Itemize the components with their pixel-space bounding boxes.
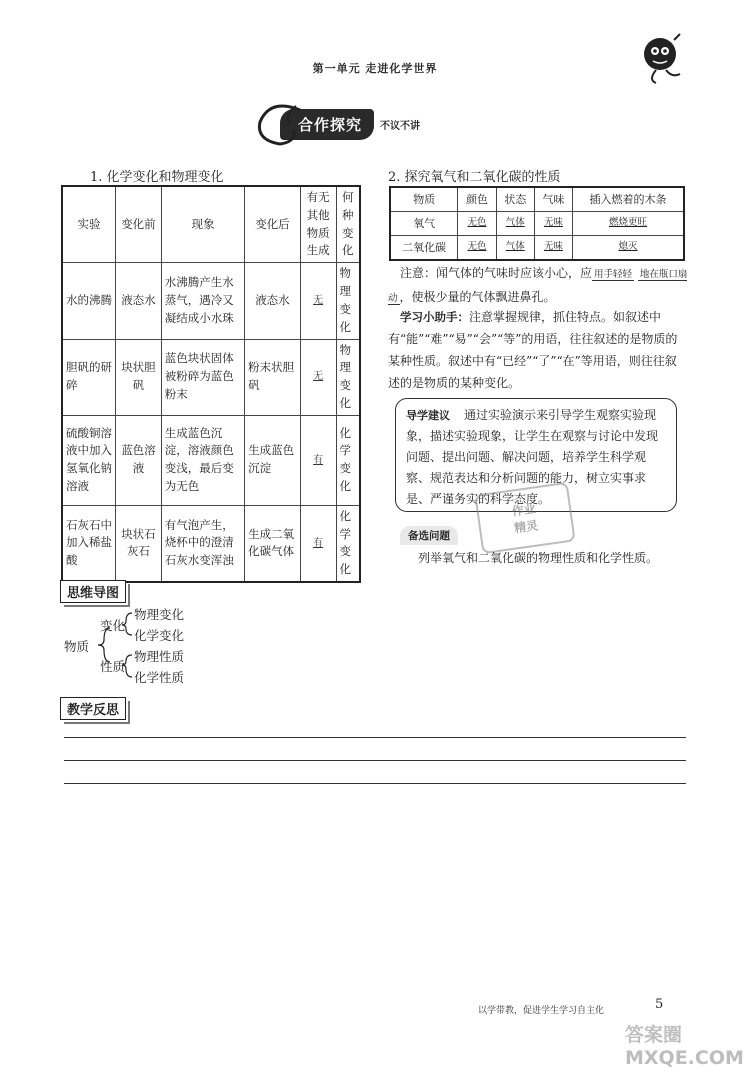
reflection-title: 教学反思 — [60, 697, 126, 720]
mascot-icon — [636, 28, 688, 88]
cell-new-substance — [300, 505, 336, 582]
answer-text: 熄灭 — [618, 241, 638, 253]
note-text: 注意：闻气体的气味时应该小心，应 — [400, 266, 593, 280]
cell-state — [496, 236, 534, 261]
stamp-line: 精灵 — [513, 518, 540, 536]
col-header: 物质 — [390, 187, 458, 212]
cell-after: 液态水 — [245, 263, 301, 339]
unit-header: 第一单元 走进化学世界 — [312, 62, 438, 75]
extra-question: 列举氧气和二氧化碳的物理性质和化学性质。 — [418, 551, 659, 565]
col-header: 实验 — [62, 186, 116, 263]
answer-text: 无色 — [467, 241, 487, 253]
mindmap-leaf: 物理变化 — [134, 607, 185, 622]
helper-text: 注意掌握规律，抓住特点。如叙述中有“能”“难”“易”“会”“等”的用语，往往叙述的是物质的某种性质。叙述中有“已经”“了”“在”等用语，则往往叙述的是物质的某种变化。 — [388, 310, 678, 390]
cell-smell — [534, 236, 572, 261]
table-row — [390, 236, 684, 261]
cell-phenomenon: 生成蓝色沉淀，溶液颜色变浅，最后变为无色 — [161, 415, 244, 505]
page-number: 5 — [655, 997, 664, 1012]
table-header-row — [62, 186, 360, 263]
mindmap-branch: 性质 — [100, 659, 126, 674]
cell-smell — [534, 212, 572, 236]
cell-kind: 物理变化 — [336, 339, 360, 415]
table-header-row — [390, 187, 684, 212]
fill-answer-2: 地在瓶口扇动 — [388, 269, 688, 304]
table-row — [62, 339, 360, 415]
cell-after: 生成二氧化碳气体 — [245, 505, 301, 582]
writing-line — [64, 737, 686, 738]
cell-color — [458, 212, 496, 236]
cell-kind: 化学变化 — [336, 505, 360, 582]
writing-line — [64, 760, 686, 761]
cell-experiment: 硫酸铜溶液中加入氢氧化钠溶液 — [62, 415, 116, 505]
swirl-icon — [250, 100, 310, 150]
fill-answer-1: 用手轻轻 — [594, 269, 633, 280]
cell-phenomenon: 蓝色块状固体被粉碎为蓝色粉末 — [161, 339, 244, 415]
watermark-logo: 答案圈 MXQE.COM — [625, 1024, 744, 1069]
guide-title: 导学建议 — [406, 409, 450, 422]
cell-experiment: 胆矾的研碎 — [62, 339, 116, 415]
cell-state — [496, 212, 534, 236]
cell-after: 生成蓝色沉淀 — [245, 415, 301, 505]
mindmap-title: 思维导图 — [60, 580, 126, 603]
answer-text: 无味 — [543, 217, 563, 229]
table-row — [62, 263, 360, 339]
answer-text: 有 — [313, 454, 324, 466]
col-header: 气味 — [534, 187, 572, 212]
col-header: 现象 — [161, 186, 244, 263]
col-header: 颜色 — [458, 187, 496, 212]
learning-helper — [388, 306, 688, 394]
cell-before: 蓝色溶液 — [116, 415, 162, 505]
cell-before: 块状胆矾 — [116, 339, 162, 415]
cell-kind: 物理变化 — [336, 263, 360, 339]
footer-slogan: 以学带教，促进学生学习自主化 — [478, 1006, 605, 1016]
extra-question-title: 备选问题 — [400, 526, 458, 545]
stamp-logo — [474, 482, 575, 554]
cell-new-substance — [300, 263, 336, 339]
answer-text: 气体 — [505, 217, 525, 229]
col-header: 变化前 — [116, 186, 162, 263]
mindmap-root: 物质 — [64, 639, 90, 654]
answer-text: 气体 — [505, 241, 525, 253]
note-text-end: ，使极少量的气体飘进鼻孔。 — [399, 290, 556, 304]
cell-color — [458, 236, 496, 261]
writing-line — [64, 783, 686, 784]
guide-text: 通过实验演示来引导学生观察实验现象，描述实验现象，让学生在观察与讨论中发现问题、提出问题、解决问题，培养学生科学观察、规范表达和分析问题的能力，树立实事求是、严谨务实的科学态度。 — [406, 408, 659, 506]
mindmap-leaf: 物理性质 — [134, 649, 185, 664]
mindmap-leaf: 化学性质 — [134, 670, 185, 685]
part1-title: 1. 化学变化和物理变化 — [90, 170, 224, 185]
cell-experiment: 石灰石中加入稀盐酸 — [62, 505, 116, 582]
smell-note — [388, 262, 688, 310]
col-header: 状态 — [496, 187, 534, 212]
table-row — [62, 415, 360, 505]
helper-label: 学习小助手： — [400, 310, 469, 324]
gas-property-table — [389, 186, 685, 261]
cell-new-substance — [300, 415, 336, 505]
cell-before: 块状石灰石 — [116, 505, 162, 582]
section-banner — [280, 106, 420, 142]
banner-note: 不议不讲 — [380, 120, 421, 132]
banner-title: 合作探究 — [280, 109, 374, 140]
col-header: 变化后 — [245, 186, 301, 263]
col-header: 插入燃着的木条 — [573, 187, 684, 212]
answer-text: 燃烧更旺 — [609, 217, 648, 229]
part2-title: 2. 探究氧气和二氧化碳的性质 — [388, 170, 561, 185]
answer-text: 无 — [313, 371, 324, 383]
cell-phenomenon: 水沸腾产生水蒸气，遇冷又凝结成小水珠 — [161, 263, 244, 339]
cell-before: 液态水 — [116, 263, 162, 339]
cell-kind: 化学变化 — [336, 415, 360, 505]
cell-stick — [573, 236, 684, 261]
cell-after: 粉末状胆矾 — [245, 339, 301, 415]
col-header: 何种变化 — [336, 186, 360, 263]
col-header: 有无其他物质生成 — [300, 186, 336, 263]
answer-text: 无 — [313, 295, 324, 307]
table-row — [62, 505, 360, 582]
table-row — [390, 212, 684, 236]
answer-text: 有 — [313, 537, 324, 549]
answer-text: 无色 — [467, 217, 487, 229]
mindmap-leaf: 化学变化 — [134, 628, 185, 643]
answer-text: 无味 — [543, 241, 563, 253]
physical-chemical-change-table — [61, 185, 361, 583]
stamp-line: 作业 — [511, 501, 537, 519]
cell-stick — [573, 212, 684, 236]
cell-substance: 氧气 — [390, 212, 458, 236]
cell-new-substance — [300, 339, 336, 415]
mindmap-branch: 变化 — [100, 618, 126, 633]
cell-experiment: 水的沸腾 — [62, 263, 116, 339]
cell-phenomenon: 有气泡产生，烧杯中的澄清石灰水变浑浊 — [161, 505, 244, 582]
cell-substance: 二氧化碳 — [390, 236, 458, 261]
